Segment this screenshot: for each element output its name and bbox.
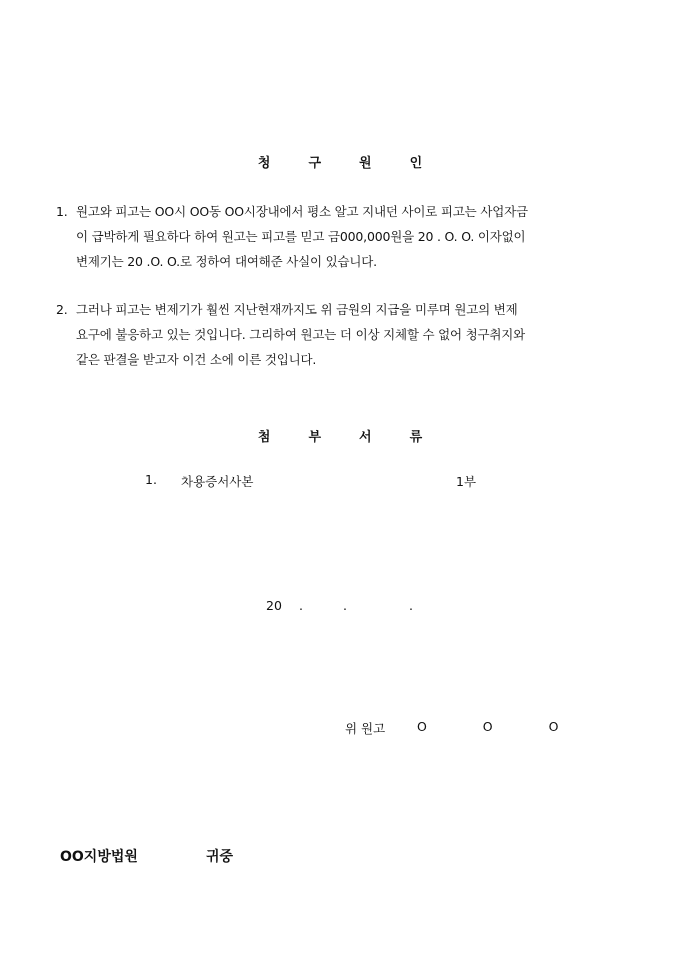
signature-name: O O O [417,719,585,734]
filing-date [266,598,466,618]
date-year: 20 [266,598,282,613]
plaintiff-signature [345,719,585,739]
cause-paragraph-1 [56,199,628,274]
attachments-heading-char: 첨 [257,430,271,445]
attachments-heading-char: 류 [409,430,423,445]
paragraph-line: 같은 판결을 받고자 이건 소에 이른 것입니다. [76,352,317,367]
cause-heading [0,152,680,171]
cause-heading-char: 인 [409,156,423,171]
court-name: OO지방법원 [60,849,138,865]
cause-heading-char: 원 [359,156,372,171]
attachments-heading-char: 서 [359,430,372,445]
attachment-name: 차용증서사본 [181,474,254,489]
cause-heading-char: 청 [257,156,271,171]
attachments-heading [0,426,680,445]
signature-label: 위 원고 [345,721,386,736]
court-addressee [60,846,360,868]
attachment-item [145,472,545,492]
paragraph-line: 그러나 피고는 변제기가 훨씬 지난현재까지도 위 금원의 지급을 미루며 원고의 변제 [76,302,518,317]
paragraph-number: 1. [56,204,68,219]
cause-heading-char: 구 [308,156,321,171]
paragraph-number: 2. [56,302,68,317]
date-separator: . [299,598,303,613]
paragraph-line: 원고와 피고는 OO시 OO동 OO시장내에서 평소 알고 지내던 사이로 피고는 사업자금 [76,204,528,219]
court-honorific: 귀중 [206,849,234,865]
date-separator: . [409,598,413,613]
paragraph-line: 요구에 불응하고 있는 것입니다. 그리하여 원고는 더 이상 지체할 수 없어 청구취지와 [76,327,526,342]
paragraph-line: 변제기는 20 .O. O.로 정하여 대여해준 사실이 있습니다. [76,254,377,269]
date-separator: . [343,598,347,613]
cause-paragraph-2 [56,297,628,372]
paragraph-line: 이 급박하게 필요하다 하여 원고는 피고를 믿고 금000,000원을 20 . O. O. 이자없이 [76,229,526,244]
attachments-heading-char: 부 [308,430,321,445]
attachment-count: 1부 [456,474,477,489]
attachment-number: 1. [145,472,157,487]
